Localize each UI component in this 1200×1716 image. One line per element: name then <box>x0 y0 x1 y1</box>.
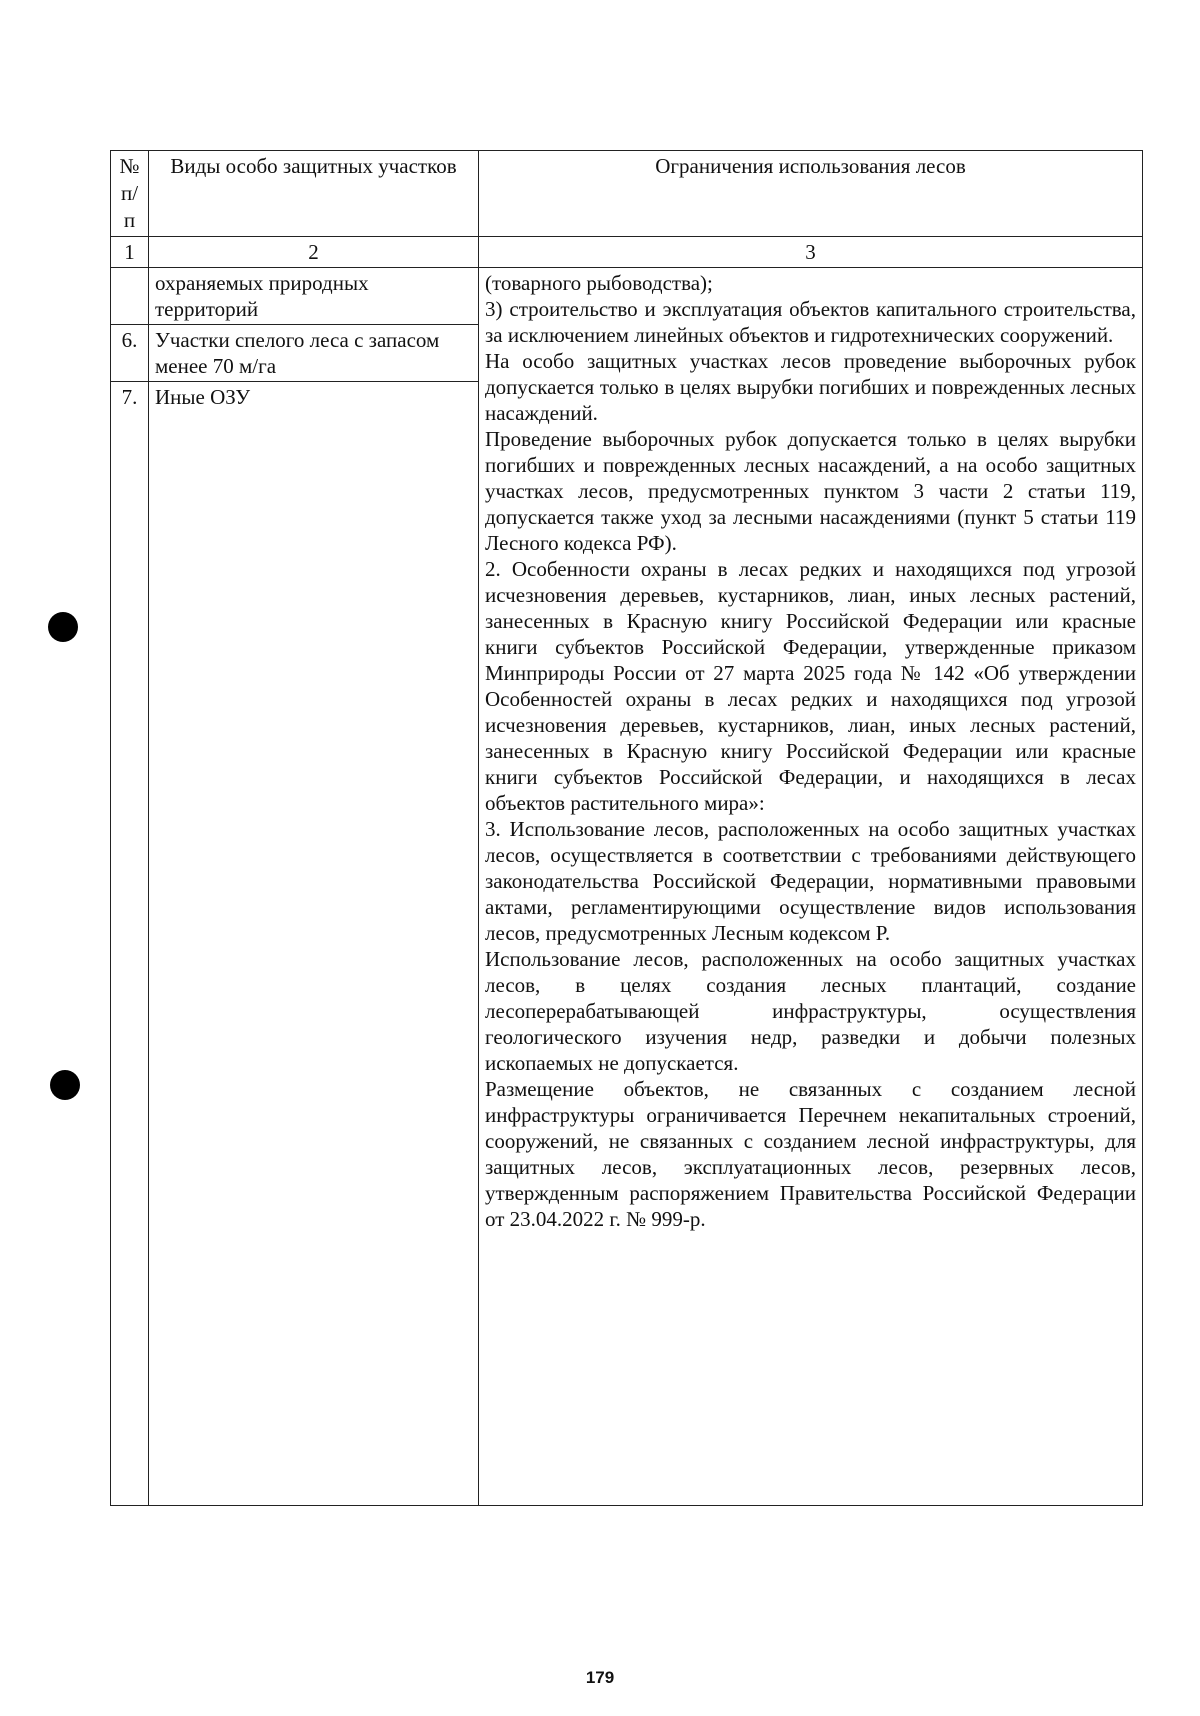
header-number-line: п <box>123 208 136 232</box>
header-limits: Ограничения использования лесов <box>479 151 1143 237</box>
row-number: 6. <box>111 325 149 382</box>
table-row <box>111 268 1143 325</box>
limits-paragraph: 3) строительство и эксплуатация объектов капитального строительства, за исключением линейных объектов и гидротехнических сооружений. <box>485 297 1136 347</box>
limits-paragraph: 3. Использование лесов, расположенных на особо защитных участках лесов, осуществляется в соответствии с требованиями действующего законодательства Российской Федерации, нормативными правовыми актами, регламентирующими осуществление видов использования лесов, предусмотренных Лесным кодексом Р. <box>485 817 1136 945</box>
limits-cell <box>479 268 1143 1506</box>
header-number-line: № <box>119 154 140 178</box>
row-number <box>111 268 149 325</box>
punch-hole <box>48 612 78 642</box>
row-type: Иные ОЗУ <box>149 382 479 1506</box>
column-number: 3 <box>479 237 1143 268</box>
row-type: охраняемых природных территорий <box>149 268 479 325</box>
limits-paragraph: Размещение объектов, не связанных с созданием лесной инфраструктуры ограничивается Перечнем некапитальных строений, сооружений, не связанных с созданием лесной инфраструктуры, для защитных лесов, эксплуатационных лесов, резервных лесов, утвержденным распоряжением Правительства Российской Федерации от 23.04.2022 г. № 999-р. <box>485 1077 1136 1231</box>
page-number: 179 <box>585 1668 615 1687</box>
limits-paragraph: На особо защитных участках лесов проведение выборочных рубок допускается только в целях вырубки погибших и поврежденных лесных насаждений. <box>485 349 1136 425</box>
header-number-line: п/ <box>120 181 139 205</box>
row-number: 7. <box>111 382 149 1506</box>
limits-paragraph: Использование лесов, расположенных на особо защитных участках лесов, в целях создания лесных плантаций, создание лесоперерабатывающей инфраструктуры, осуществления геологического изучения недр, разведки и добычи полезных ископаемых не допускается. <box>485 947 1136 1075</box>
limits-paragraph: (товарного рыбоводства); <box>485 271 713 295</box>
header-number <box>111 151 149 237</box>
row-type: Участки спелого леса с запасом менее 70 м/га <box>149 325 479 382</box>
column-number: 2 <box>149 237 479 268</box>
header-row <box>111 151 1143 237</box>
column-number: 1 <box>111 237 149 268</box>
header-type: Виды особо защитных участков <box>149 151 479 237</box>
limits-paragraph: 2. Особенности охраны в лесах редких и находящихся под угрозой исчезновения деревьев, кустарников, лиан, иных лесных растений, занесенных в Красную книгу Российской Федерации или красные книги субъектов Российской Федерации, утвержденные приказом Минприроды России от 27 марта 2025 года № 142 «Об утверждении Особенностей охраны в лесах редких и находящихся под угрозой исчезновения деревьев, кустарников, лиан, иных лесных растений, занесенных в Красную книгу Российской Федерации или красные книги субъектов Российской Федерации, и находящихся в лесах объектов растительного мира»: <box>485 557 1136 815</box>
limits-paragraph: Проведение выборочных рубок допускается только в целях вырубки погибших и поврежденных лесных насаждений, а на особо защитных участках лесов, предусмотренных пунктом 3 части 2 статьи 119, допускается также уход за лесными насаждениями (пункт 5 статьи 119 Лесного кодекса РФ). <box>485 427 1136 555</box>
column-number-row <box>111 237 1143 268</box>
forest-restrictions-table <box>110 150 1143 1506</box>
punch-hole <box>50 1070 80 1100</box>
